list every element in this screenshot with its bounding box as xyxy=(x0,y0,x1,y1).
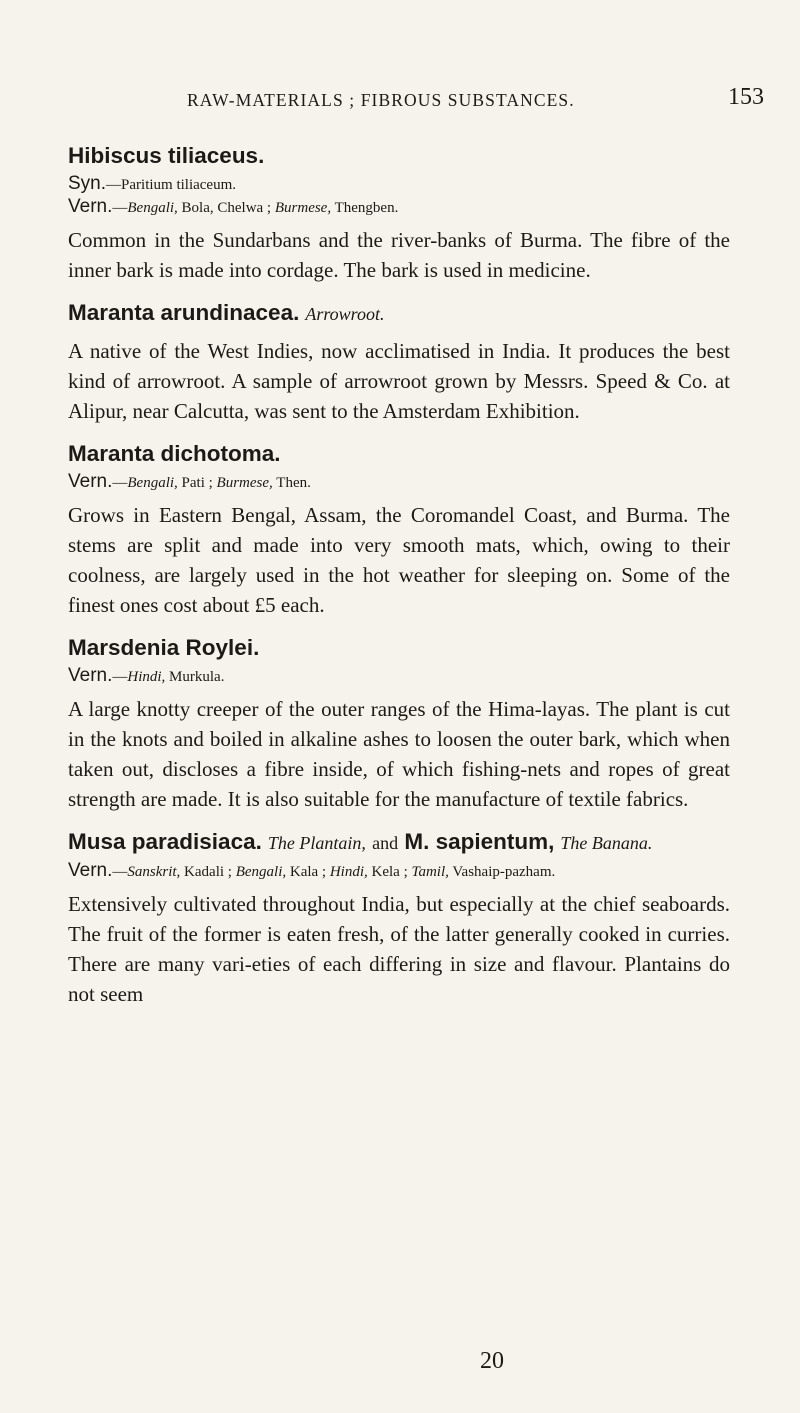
entry-title: Musa paradisiaca. The Plantain, and M. sapientum, The Banana. xyxy=(68,829,653,854)
entry-maranta-arundinacea xyxy=(68,299,730,426)
running-head: RAW-MATERIALS ; FIBROUS SUBSTANCES. xyxy=(187,90,575,110)
page-number: 153 xyxy=(728,84,764,110)
entry-paragraph: Grows in Eastern Bengal, Assam, the Coromandel Coast, and Burma. The stems are split and made into very smooth mats, which, owing to their coolness, are largely used in the hot weather for sleeping on. Some of the finest ones cost about £5 each. xyxy=(68,503,730,617)
entry-paragraph: A native of the West Indies, now acclimatised in India. It produces the best kind of arrowroot. A sample of arrowroot grown by Messrs. Speed & Co. at Alipur, near Calcutta, was sent to the Amsterdam Exhibition. xyxy=(68,339,730,423)
entry-title: Marsdenia Roylei. xyxy=(68,635,260,660)
page-content xyxy=(68,142,730,1009)
signature-mark: 20 xyxy=(480,1348,504,1374)
vernacular-line: Vern.—Bengali, Bola, Chelwa ; Burmese, Thengben. xyxy=(68,196,399,217)
entry-title: Hibiscus tiliaceus. xyxy=(68,143,265,168)
synonym-line: Syn.—Paritium tiliaceum. xyxy=(68,173,237,194)
entry-maranta-dichotoma xyxy=(68,440,730,620)
entry-hibiscus xyxy=(68,142,730,285)
vernacular-line: Vern.—Bengali, Pati ; Burmese, Then. xyxy=(68,471,311,492)
entry-musa xyxy=(68,828,730,1009)
entry-title: Maranta arundinacea. Arrowroot. xyxy=(68,300,385,325)
vernacular-line: Vern.—Hindi, Murkula. xyxy=(68,665,225,686)
vernacular-line: Vern.—Sanskrit, Kadali ; Bengali, Kala ; Hindi, Kela ; Tamil, Vashaip-pazham. xyxy=(68,860,556,881)
entry-title: Maranta dichotoma. xyxy=(68,441,281,466)
entry-paragraph: Common in the Sundarbans and the river-banks of Burma. The fibre of the inner bark is made into cordage. The bark is used in medicine. xyxy=(68,228,730,282)
page-header xyxy=(0,84,800,124)
entry-marsdenia xyxy=(68,634,730,814)
entry-paragraph: Extensively cultivated throughout India, but especially at the chief seaboards. The fruit of the former is eaten fresh, of the latter generally cooked in curries. There are many vari-eties of each differing in size and flavour. Plantains do not seem xyxy=(68,892,730,1006)
entry-paragraph: A large knotty creeper of the outer ranges of the Hima-layas. The plant is cut in the knots and boiled in alkaline ashes to loosen the outer bark, which when taken out, discloses a fibre inside, of which fishing-nets and ropes of great strength are made. It is also suitable for the manufacture of textile fabrics. xyxy=(68,697,730,811)
